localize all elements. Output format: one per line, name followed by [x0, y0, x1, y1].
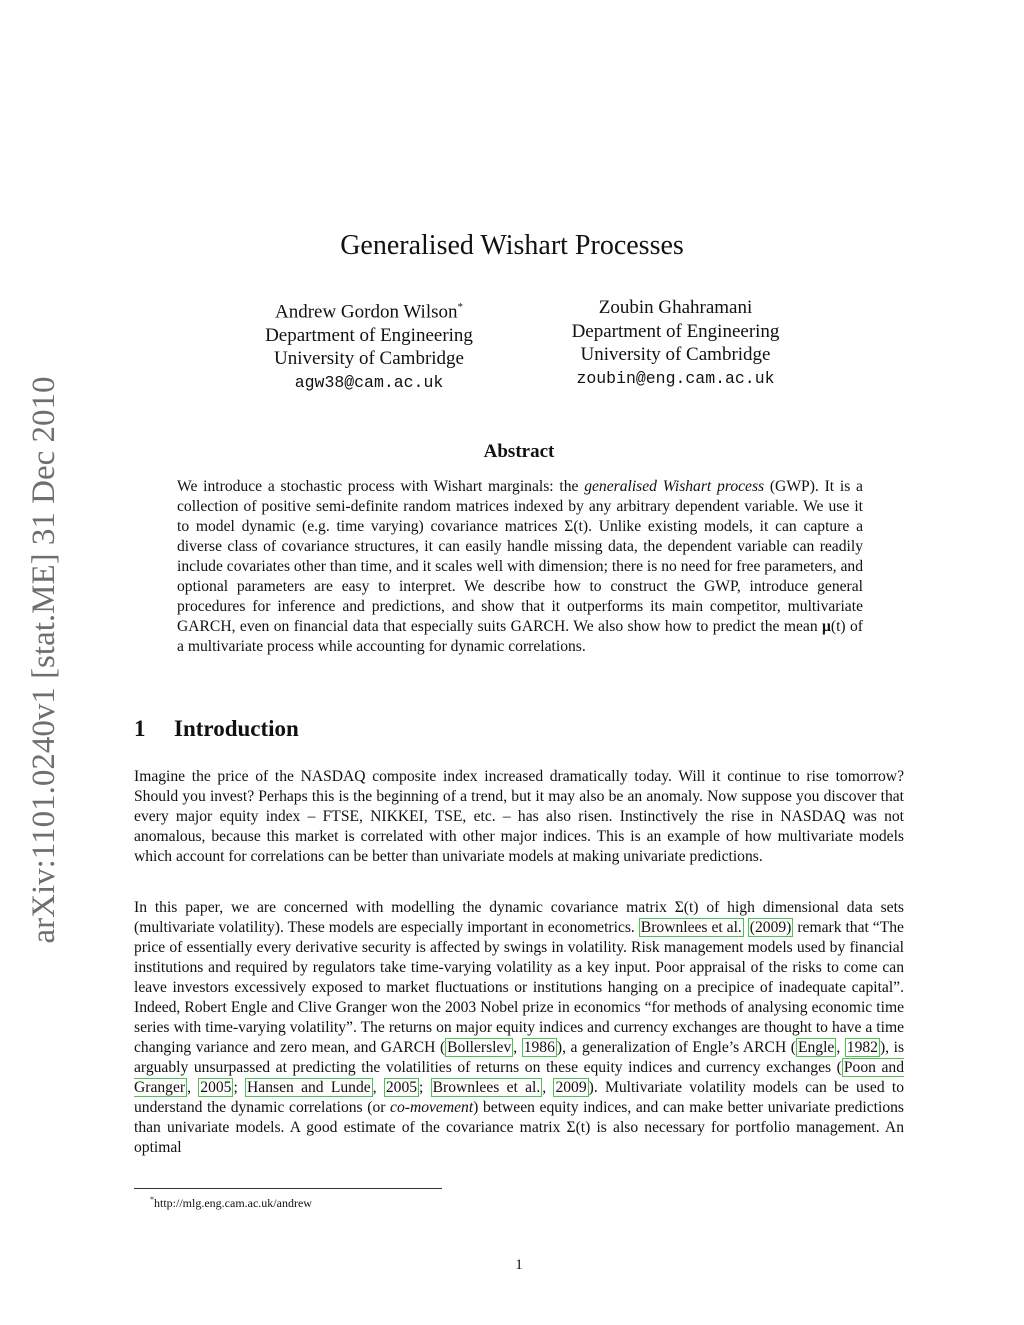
paragraph-text: ,: [187, 1079, 199, 1096]
paragraph-text: ,: [372, 1079, 384, 1096]
author-email: zoubin@eng.cam.ac.uk: [576, 368, 775, 388]
paragraph-text: ,: [836, 1039, 845, 1056]
citation-link[interactable]: 2005: [385, 1079, 418, 1096]
paragraph-text: ,: [542, 1079, 554, 1096]
citation-link[interactable]: Brownlees et al.: [640, 919, 742, 936]
paragraph-text: In this paper, we are concerned with modelling the dynamic covariance matrix Σ(t) of high dimensional data sets (multivariate volatility). These models are especially important in econometrics.: [134, 899, 904, 936]
intro-paragraph-1: Imagine the price of the NASDAQ composite index increased dramatically today. Will it continue to rise tomorrow? Should you invest? Perhaps this is the beginning of a trend, but it may also be an anomaly. Now suppose you discover that every major equity index – FTSE, NIKKEI, TSE, etc. – has also risen. Instinctively the rise in NASDAQ was not anomalous, because this market is correlated with other major indices. This is an example of how multivariate models which account for correlations can be better than univariate models at making univariate predictions.: [134, 768, 904, 865]
paragraph-text: ) between equity indices, and can make better univariate predictions than univariate models. A good estimate of the covariance matrix Σ(t) is also necessary for portfolio management. An optimal: [134, 1099, 904, 1156]
citation-link[interactable]: 2005: [200, 1079, 232, 1096]
footnote-url[interactable]: http://mlg.eng.cam.ac.uk/andrew: [154, 1196, 312, 1210]
paragraph-emphasis: co-movement: [390, 1099, 474, 1116]
author-email: agw38@cam.ac.uk: [294, 372, 444, 392]
abstract-text-part: (GWP). It is a collection of positive semi-definite random matrices indexed by any arbitrary dependent variable. We use it to model dynamic (e.g. time varying) covariance matrices Σ(t). Unlike existing models, it can capture a diverse class of covariance structures, it can easily handle missing data, the dependent variable can readily include covariates other than time, and it scales well with dimension; there is no need for free parameters, and optional parameters are easy to interpret. We describe how to construct the GWP, introduce general procedures for inference and predictions, and show that it outperforms its main competitor, multivariate GARCH, even on financial data that especially suits GARCH. We also show how to predict the mean: [177, 478, 863, 635]
page-number: 1: [515, 1257, 523, 1273]
footnote-divider: [134, 1188, 442, 1189]
citation-link[interactable]: Bollerslev: [447, 1039, 512, 1056]
paper-title: Generalised Wishart Processes: [340, 230, 684, 261]
citation-link[interactable]: Engle: [797, 1039, 835, 1056]
section-number: 1: [134, 716, 146, 741]
author-university: University of Cambridge: [580, 344, 771, 365]
paragraph-text: ;: [233, 1079, 246, 1096]
paragraph-text: ;: [419, 1079, 431, 1096]
footnote: [150, 1192, 312, 1211]
author-university: University of Cambridge: [274, 348, 464, 370]
paragraph-text: ), is arguably unsurpassed at predicting the volatilities of returns on these equity indices and currency exchanges (: [134, 1039, 905, 1076]
section-heading-introduction: [134, 714, 534, 744]
abstract-mu-symbol: μ: [822, 618, 831, 635]
author-block-1: [229, 296, 509, 394]
citation-link[interactable]: Poon and Granger: [134, 1059, 905, 1096]
citation-link[interactable]: 1986: [523, 1039, 555, 1056]
abstract-text-part: We introduce a stochastic process with Wishart marginals: the: [177, 478, 585, 495]
abstract-emphasis: generalised Wishart process: [584, 478, 765, 495]
citation-link[interactable]: Hansen and Lunde: [247, 1079, 371, 1096]
arxiv-identifier-stamp: arXiv:1101.0240v1 [stat.ME] 31 Dec 2010: [26, 376, 62, 944]
author-name: Zoubin Ghahramani: [598, 297, 753, 318]
abstract-text-part: (t) of a multivariate process while accounting for dynamic correlations.: [177, 618, 863, 655]
footnote-mark: *: [457, 301, 464, 313]
paragraph-text: remark that “The price of essentially every derivative security is affected by swings in volatility. Risk management models used by financial institutions and required by regulators take time-varying volatility as a key input. Poor appraisal of the risks to come can leave investors excessively exposed to market fluctuations or institutions hanging on a precipice of inadequate capital”. Indeed, Robert Engle and Clive Granger won the 2003 Nobel prize in economics “for methods of analysing economic time series with time-varying volatility”. The returns on major equity indices and currency exchanges are thought to have a time changing variance and zero mean, and GARCH (: [134, 919, 904, 1056]
author-block-2: [538, 296, 813, 390]
paragraph-text: ,: [513, 1039, 522, 1056]
author-department: Department of Engineering: [571, 320, 780, 342]
citation-link[interactable]: 2009: [555, 1079, 587, 1096]
author-department: Department of Engineering: [265, 324, 473, 346]
paragraph-text: ). Multivariate volatility models can be used to understand the dynamic correlations (or: [134, 1079, 905, 1116]
citation-link[interactable]: (2009): [749, 919, 792, 936]
citation-link[interactable]: Brownlees et al.: [432, 1079, 541, 1096]
paragraph-text: ), a generalization of Engle’s ARCH (: [556, 1039, 796, 1056]
section-title: Introduction: [174, 716, 299, 741]
citation-link[interactable]: 1982: [846, 1039, 878, 1056]
author-name: Andrew Gordon Wilson: [274, 301, 458, 323]
abstract-heading: Abstract: [483, 441, 555, 462]
footnote-mark: *: [150, 1195, 154, 1204]
abstract-text: [177, 477, 863, 657]
intro-paragraph-2: [134, 898, 904, 1158]
